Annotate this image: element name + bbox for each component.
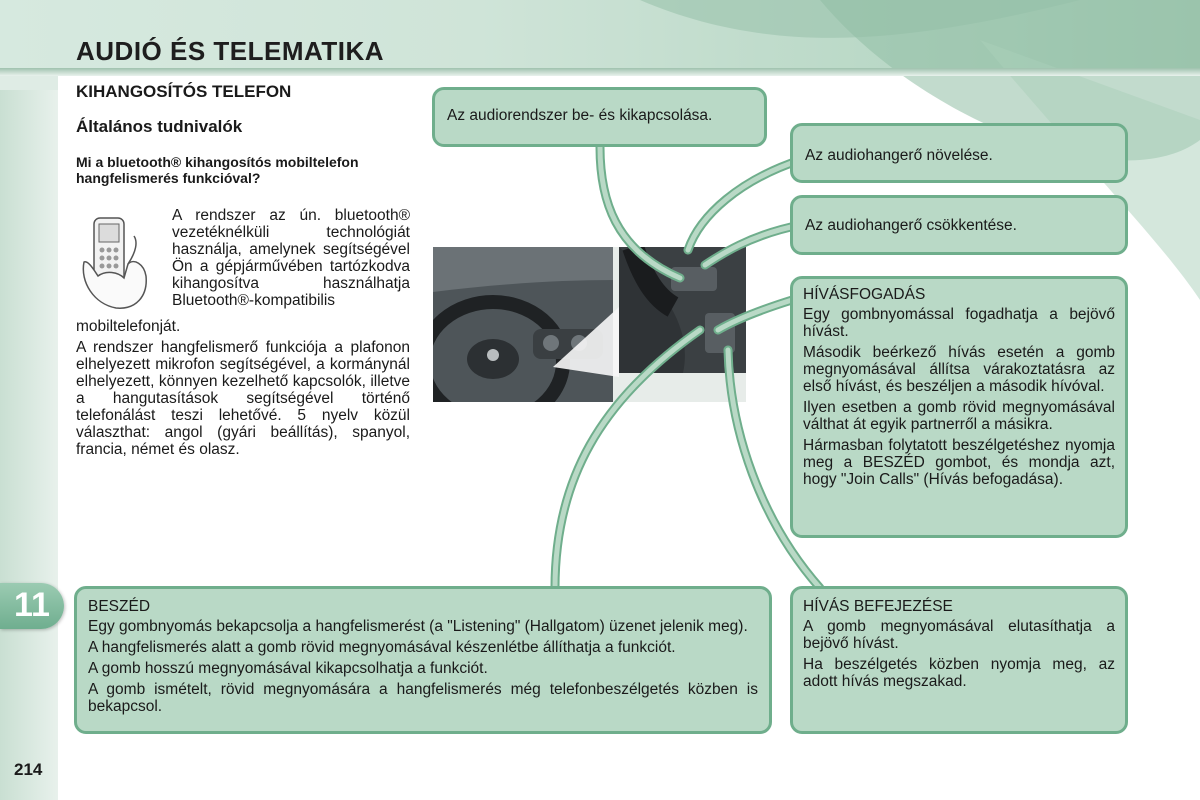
answer-call-heading: HÍVÁSFOGADÁS	[803, 286, 926, 303]
intro-paragraph: A rendszer az ún. bluetooth® vezetéknélküli technológiát használja, amelynek segítségével Ön a gépjárművében tartózkodva kihangosítva használhatja Bluetooth®-kompatibilis	[172, 207, 410, 309]
chapter-number: 11	[14, 586, 50, 624]
callout-volume-up	[790, 123, 1128, 183]
speech-text-4: A gomb ismételt, rövid megnyomására a hangfelismerés még telefonbeszélgetés közben is bekapcsol.	[88, 681, 758, 715]
answer-call-text-1: Egy gombnyomással fogadhatja a bejövő hívást.	[803, 306, 1115, 340]
question-heading: Mi a bluetooth® kihangosítós mobiltelefon hangfelismerés funkcióval?	[76, 154, 359, 186]
callout-volume-up-text: Az audiohangerő növelése.	[805, 147, 993, 164]
callout-volume-down	[790, 195, 1128, 255]
section-title: KIHANGOSÍTÓS TELEFON	[76, 82, 292, 101]
speech-heading: BESZÉD	[88, 598, 151, 615]
end-call-heading: HÍVÁS BEFEJEZÉSE	[803, 598, 953, 615]
subsection-title: Általános tudnivalók	[76, 117, 243, 136]
end-call-text-1: A gomb megnyomásával elutasíthatja a bejövő hívást.	[803, 618, 1115, 652]
callout-end-call	[790, 586, 1128, 734]
callout-speech	[74, 586, 772, 734]
callout-answer-call	[790, 276, 1128, 538]
page-title: AUDIÓ ÉS TELEMATIKA	[76, 36, 385, 66]
speech-text-3: A gomb hosszú megnyomásával kikapcsolhatja a funkciót.	[88, 660, 488, 677]
speech-text-1: Egy gombnyomás bekapcsolja a hangfelismerést (a "Listening" (Hallgatom) üzenet jelenik meg).	[88, 618, 748, 635]
speech-text-2: A hangfelismerés alatt a gomb rövid megnyomásával készenlétbe állíthatja a funkciót.	[88, 639, 676, 656]
page-number: 214	[14, 760, 43, 779]
end-call-text-2: Ha beszélgetés közben nyomja meg, az adott hívás megszakad.	[803, 656, 1115, 690]
answer-call-text-3: Ilyen esetben a gomb rövid megnyomásával válthat át egyik partnerről a másikra.	[803, 399, 1115, 433]
callout-volume-down-text: Az audiohangerő csökkentése.	[805, 217, 1017, 234]
callout-power	[432, 87, 767, 147]
callout-power-text: Az audiorendszer be- és kikapcsolása.	[447, 107, 713, 124]
answer-call-text-4: Hármasban folytatott beszélgetéshez nyomja meg a BESZÉD gombot, és mondja azt, hogy "Join Calls" (Hívás befogadása).	[803, 437, 1115, 488]
answer-call-text-2: Második beérkező hívás esetén a gomb megnyomásával állítsa várakoztatásra az első hívást, és beszéljen a második hívóval.	[803, 344, 1115, 395]
intro-paragraph-end: mobiltelefonját.	[76, 318, 181, 335]
voice-recognition-paragraph: A rendszer hangfelismerő funkciója a plafonon elhelyezett mikrofon segítségével, a kormánynál elhelyezett, könnyen kezelhető kapcsolók, illetve a hangutasítások segítségével történő telefonálást teszi lehetővé. 5 nyelv közül választhat: angol (gyári beállítás), spanyol, francia, német és olasz.	[76, 339, 410, 458]
